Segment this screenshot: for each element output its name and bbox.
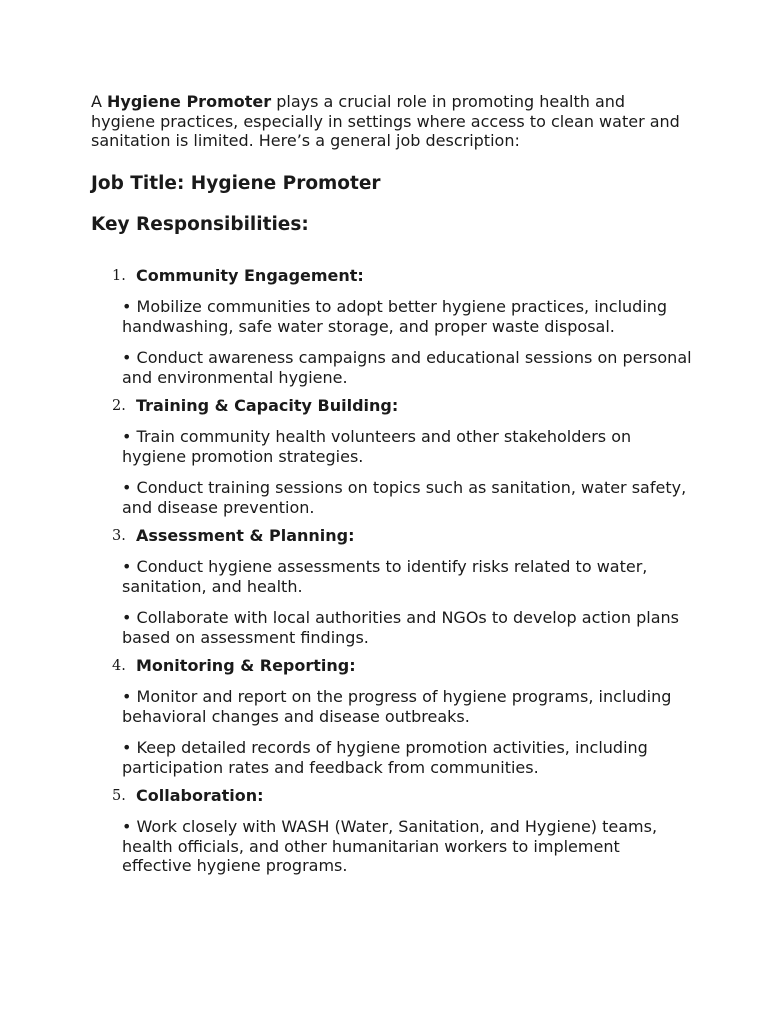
section-training-capacity-building — [91, 396, 691, 517]
document-page — [91, 92, 692, 875]
section-title: Collaboration: — [136, 786, 264, 805]
section-assessment-planning — [91, 526, 691, 647]
bullet-item: • Conduct hygiene assessments to identify risks related to water, sanitation, and health. — [122, 557, 648, 596]
responsibilities-list — [91, 266, 691, 885]
section-number: 5. — [112, 788, 126, 804]
section-collaboration — [91, 786, 691, 876]
section-community-engagement — [91, 266, 691, 387]
section-header — [91, 266, 691, 288]
bullet-item: • Mobilize communities to adopt better hygiene practices, including handwashing, safe water storage, and proper waste disposal. — [122, 297, 668, 336]
bullet-item: • Work closely with WASH (Water, Sanitation, and Hygiene) teams, health officials, and other humanitarian workers to implement effective hygiene programs. — [122, 817, 658, 875]
section-header — [91, 656, 691, 678]
section-title: Community Engagement: — [136, 266, 364, 285]
bullet-item: • Conduct training sessions on topics such as sanitation, water safety, and disease prevention. — [122, 478, 687, 517]
section-number: 1. — [112, 268, 126, 284]
section-number: 4. — [112, 658, 126, 674]
section-header — [91, 526, 691, 548]
job-title-heading: Job Title: Hygiene Promoter — [91, 173, 381, 194]
key-responsibilities-heading: Key Responsibilities: — [91, 214, 309, 235]
section-title: Monitoring & Reporting: — [136, 656, 356, 675]
bullet-item: • Keep detailed records of hygiene promotion activities, including participation rates and feedback from communities. — [122, 738, 648, 777]
section-number: 3. — [112, 528, 126, 544]
section-title: Assessment & Planning: — [136, 526, 355, 545]
bullet-item: • Collaborate with local authorities and NGOs to develop action plans based on assessment findings. — [122, 608, 679, 647]
section-title: Training & Capacity Building: — [136, 396, 399, 415]
intro-rest: plays a crucial role in promoting health and hygiene practices, especially in settings where access to clean water and sanitation is limited. Here’s a general job description: — [91, 92, 680, 150]
bullet-item: • Train community health volunteers and other stakeholders on hygiene promotion strategies. — [122, 427, 632, 466]
section-number: 2. — [112, 398, 126, 414]
intro-prefix: A — [91, 92, 108, 111]
intro-role-highlight: Hygiene Promoter — [107, 92, 272, 111]
bullet-item: • Monitor and report on the progress of hygiene programs, including behavioral changes and disease outbreaks. — [122, 687, 672, 726]
bullet-item: • Conduct awareness campaigns and educational sessions on personal and environmental hygiene. — [122, 348, 692, 387]
section-monitoring-reporting — [91, 656, 691, 777]
intro-paragraph — [91, 92, 691, 151]
section-header — [91, 786, 691, 808]
section-header — [91, 396, 691, 418]
